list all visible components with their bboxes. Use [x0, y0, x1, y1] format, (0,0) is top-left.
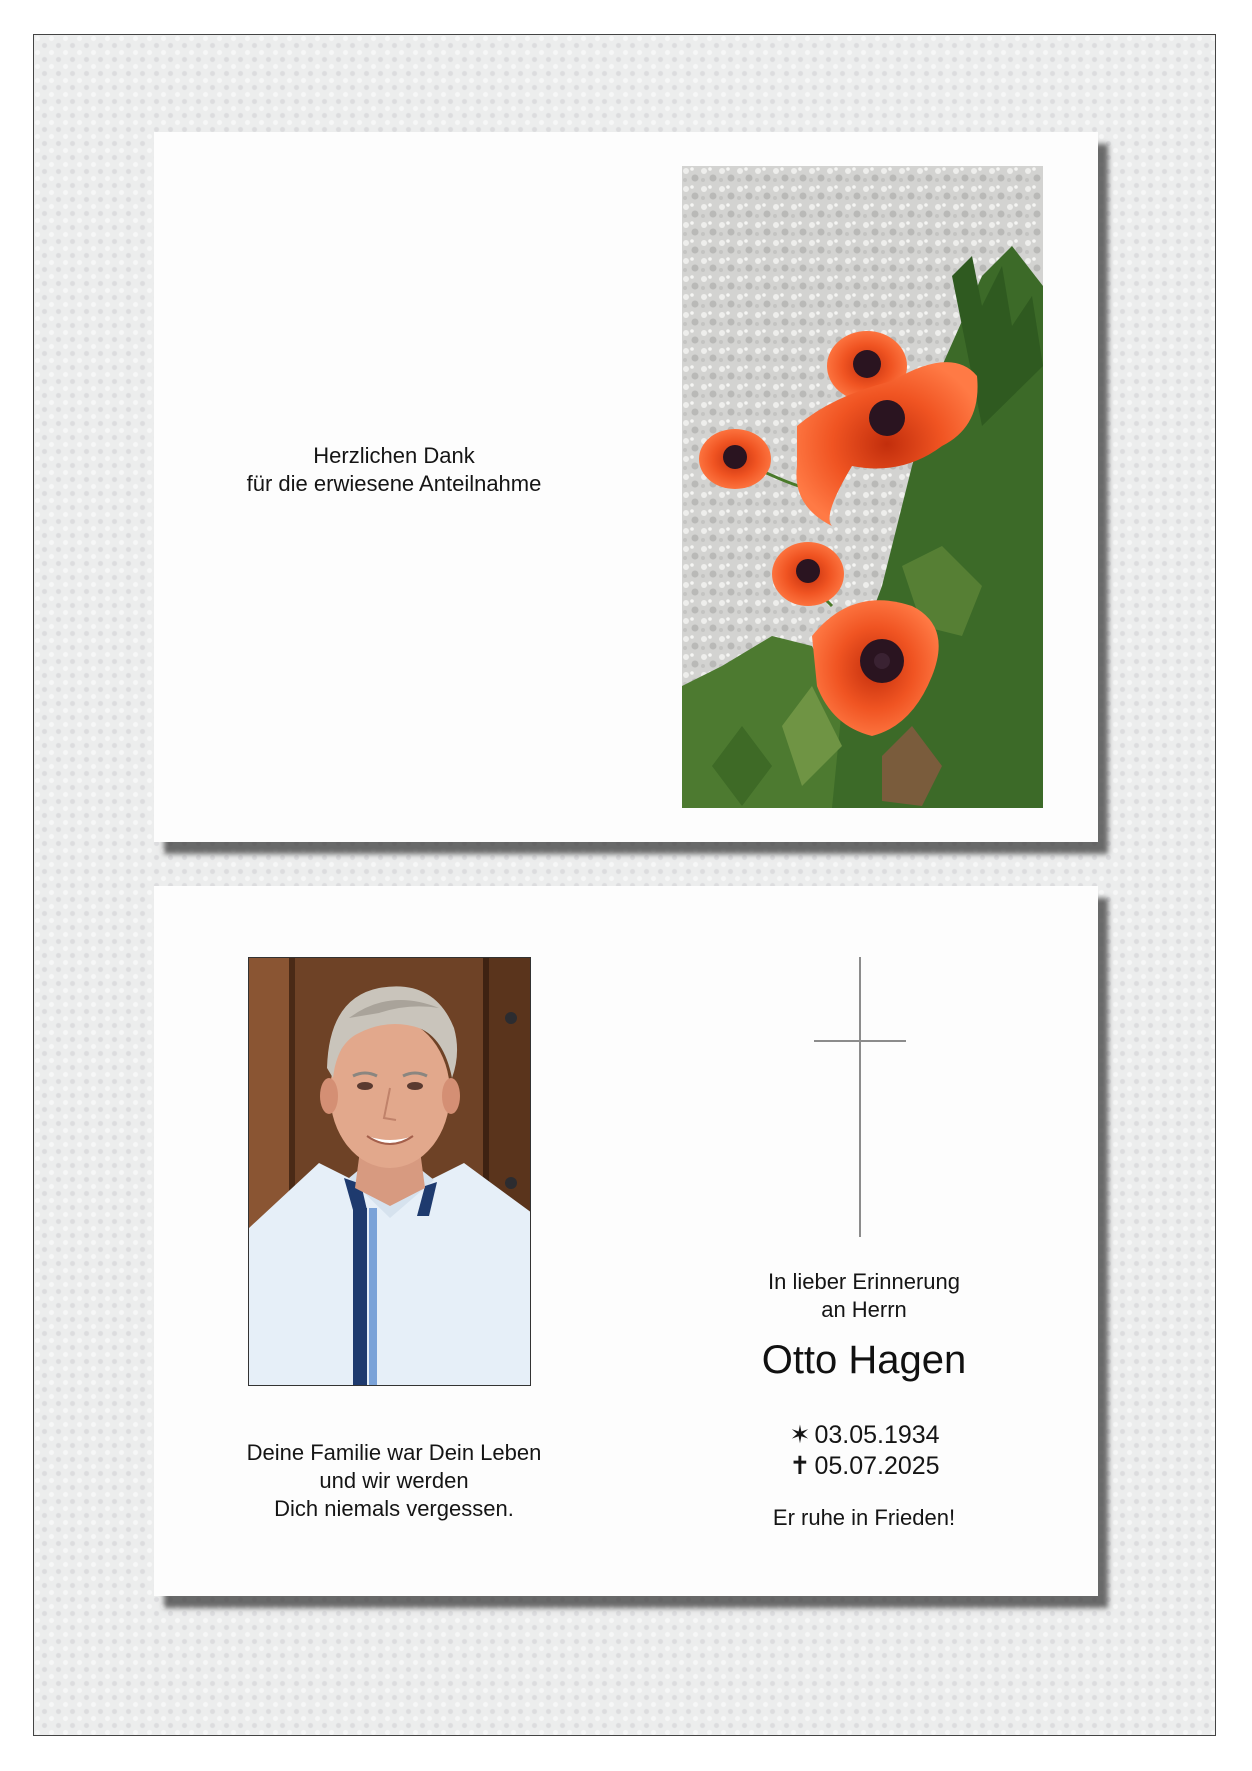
thanks-line-1: Herzlichen Dank: [313, 443, 475, 468]
rest-in-peace: Er ruhe in Frieden!: [772, 1505, 956, 1530]
family-line-2: und wir werden: [319, 1468, 469, 1493]
thanks-line-2: für die erwiesene Anteilnahme: [246, 471, 542, 496]
poppy-photo: [682, 166, 1043, 808]
poppy-flowers-icon: [682, 166, 1043, 808]
cross-icon: [814, 957, 906, 1237]
birth-date: 03.05.1934: [814, 1421, 940, 1449]
memory-line-1: In lieber Erinnerung: [767, 1269, 960, 1294]
memory-text: [724, 1268, 1004, 1324]
family-line-3: Dich niemals vergessen.: [274, 1496, 514, 1521]
death-cross-icon: ✝: [789, 1452, 811, 1480]
deceased-name: Otto Hagen: [761, 1338, 967, 1382]
life-dates: [724, 1420, 1004, 1482]
death-row: [724, 1451, 1004, 1482]
portrait-photo-icon: [249, 958, 531, 1386]
memory-line-2: an Herrn: [821, 1297, 907, 1322]
family-verse: [214, 1439, 574, 1523]
family-line-1: Deine Familie war Dein Leben: [246, 1440, 542, 1465]
portrait-photo: [248, 957, 531, 1386]
thank-you-card: [154, 132, 1098, 842]
death-date: 05.07.2025: [814, 1452, 940, 1480]
memorial-card: [154, 886, 1098, 1596]
birth-row: [724, 1420, 1004, 1451]
birth-star-icon: ✶: [789, 1421, 811, 1449]
thank-you-text: [214, 442, 574, 498]
